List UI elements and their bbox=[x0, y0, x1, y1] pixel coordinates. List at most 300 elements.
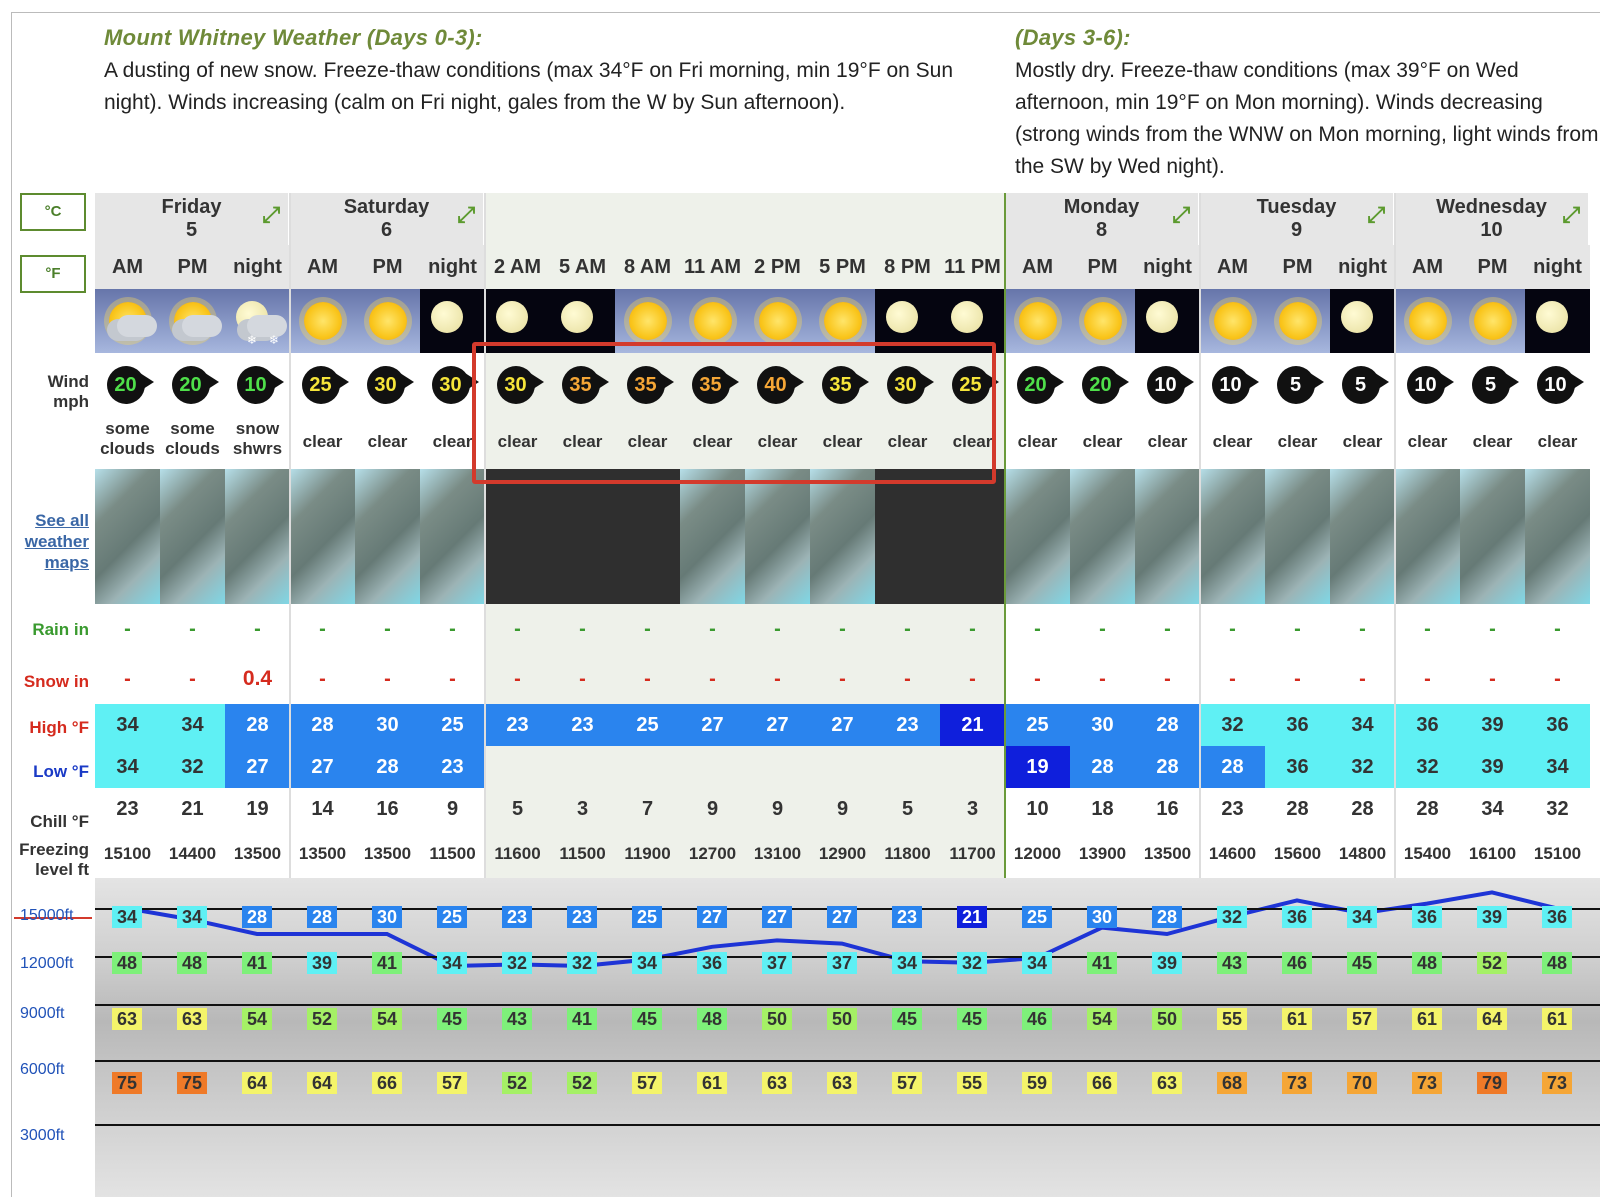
freezing-level: 15600 bbox=[1273, 844, 1322, 863]
snow-value: - bbox=[1554, 668, 1561, 690]
weather-map-image[interactable] bbox=[810, 469, 875, 604]
chill-temp: 10 bbox=[1026, 798, 1049, 820]
snow-value: - bbox=[1099, 668, 1106, 690]
altitude-gridline bbox=[95, 1124, 1600, 1126]
summary-title-right: (Days 3-6): bbox=[1015, 25, 1131, 50]
altitude-temp-badge: 75 bbox=[112, 1072, 142, 1094]
snow-value: - bbox=[644, 668, 651, 690]
altitude-temp-badge: 39 bbox=[307, 952, 337, 974]
snow-value: - bbox=[384, 668, 391, 690]
freezing-level: 13500 bbox=[363, 844, 412, 863]
chill-temp: 32 bbox=[1546, 798, 1569, 820]
high-temp: 28 bbox=[225, 704, 290, 746]
day-name: Wednesday bbox=[1436, 196, 1547, 218]
altitude-temp-badge: 39 bbox=[1152, 952, 1182, 974]
weather-summary: some clouds bbox=[165, 419, 220, 458]
moon-icon bbox=[886, 301, 918, 333]
low-temp: 39 bbox=[1460, 746, 1525, 788]
altitude-label: 6000ft bbox=[20, 1061, 65, 1078]
altitude-temp-badge: 50 bbox=[827, 1008, 857, 1030]
freezing-level: 13900 bbox=[1078, 844, 1127, 863]
wind-cell bbox=[1135, 353, 1200, 417]
time-label: night bbox=[1525, 245, 1590, 289]
altitude-temp-badge: 57 bbox=[892, 1072, 922, 1094]
high-temp: 27 bbox=[680, 704, 745, 746]
weather-map-image[interactable] bbox=[1330, 469, 1395, 604]
weather-map-cell bbox=[550, 469, 615, 604]
altitude-temp-badge: 64 bbox=[1477, 1008, 1507, 1030]
rain-value: - bbox=[1164, 618, 1171, 640]
altitude-temp-badge: 68 bbox=[1217, 1072, 1247, 1094]
high-temp: 39 bbox=[1460, 704, 1525, 746]
rain-value: - bbox=[709, 618, 716, 640]
moon-icon bbox=[1341, 301, 1373, 333]
altitude-temp-badge: 30 bbox=[1087, 906, 1117, 928]
weather-map-image[interactable] bbox=[1525, 469, 1590, 604]
weather-map-cell bbox=[1005, 469, 1070, 604]
altitude-temp-badge: 34 bbox=[1022, 952, 1052, 974]
see-all-weather-maps-link[interactable]: See all weather maps bbox=[24, 511, 89, 572]
altitude-temp-badge: 54 bbox=[242, 1008, 272, 1030]
chill-row-label: Chill °F bbox=[30, 812, 89, 831]
weather-summary: clear bbox=[1342, 432, 1383, 451]
altitude-temp-badge: 41 bbox=[372, 952, 402, 974]
altitude-temp-badge: 43 bbox=[1217, 952, 1247, 974]
time-label: AM bbox=[1005, 245, 1070, 289]
altitude-label: 12000ft bbox=[20, 955, 74, 972]
high-temp: 27 bbox=[810, 704, 875, 746]
altitude-temp-badge: 23 bbox=[567, 906, 597, 928]
rain-value: - bbox=[1424, 618, 1431, 640]
weather-map-cell bbox=[1200, 469, 1265, 604]
altitude-temp-badge: 70 bbox=[1347, 1072, 1377, 1094]
altitude-label: 15000ft bbox=[20, 907, 74, 924]
chill-temp: 28 bbox=[1286, 798, 1309, 820]
summary-days-0-3 bbox=[104, 25, 1004, 119]
time-label: 5 AM bbox=[550, 245, 615, 289]
weather-map-image[interactable] bbox=[1070, 469, 1135, 604]
wind-speed: 35 bbox=[627, 366, 665, 404]
chill-temp: 7 bbox=[641, 798, 654, 820]
day-date: 9 bbox=[1290, 219, 1303, 241]
low-temp bbox=[485, 746, 550, 788]
time-label: 2 AM bbox=[485, 245, 550, 289]
rain-value: - bbox=[1554, 618, 1561, 640]
weather-map-image[interactable] bbox=[1460, 469, 1525, 604]
altitude-temp-badge: 57 bbox=[632, 1072, 662, 1094]
altitude-temp-badge: 45 bbox=[632, 1008, 662, 1030]
altitude-temp-badge: 41 bbox=[567, 1008, 597, 1030]
rain-value: - bbox=[449, 618, 456, 640]
time-label: 11 PM bbox=[940, 245, 1005, 289]
altitude-temp-badge: 48 bbox=[112, 952, 142, 974]
expand-icon[interactable]: ⤢ bbox=[1367, 202, 1385, 227]
weather-icon-cell bbox=[1200, 289, 1265, 353]
celsius-button[interactable]: °C bbox=[20, 193, 86, 231]
low-temp: 32 bbox=[1330, 746, 1395, 788]
high-temp: 25 bbox=[1005, 704, 1070, 746]
frame-border-top bbox=[11, 12, 1600, 13]
time-label: night bbox=[420, 245, 485, 289]
freezing-level: 11500 bbox=[429, 844, 476, 863]
rain-value: - bbox=[189, 618, 196, 640]
sun-icon bbox=[759, 302, 797, 340]
sun-icon bbox=[1214, 302, 1252, 340]
freezing-level: 14800 bbox=[1338, 844, 1387, 863]
altitude-temp-badge: 63 bbox=[112, 1008, 142, 1030]
high-temp: 23 bbox=[485, 704, 550, 746]
altitude-temp-badge: 64 bbox=[242, 1072, 272, 1094]
altitude-temp-badge: 41 bbox=[1087, 952, 1117, 974]
wind-speed: 30 bbox=[497, 366, 535, 404]
weather-summary: clear bbox=[1537, 432, 1578, 451]
high-temp: 23 bbox=[550, 704, 615, 746]
high-row-label: High °F bbox=[29, 718, 89, 737]
altitude-temp-badge: 55 bbox=[1217, 1008, 1247, 1030]
low-temp: 32 bbox=[160, 746, 225, 788]
low-temp: 36 bbox=[1265, 746, 1330, 788]
weather-map-image[interactable] bbox=[485, 469, 550, 604]
freezing-level: 13500 bbox=[1143, 844, 1192, 863]
snow-value: - bbox=[709, 668, 716, 690]
day-date: 8 bbox=[1095, 219, 1108, 241]
chill-temp: 16 bbox=[1156, 798, 1179, 820]
wind-cell bbox=[1525, 353, 1590, 417]
weather-icon-cell bbox=[290, 289, 355, 353]
moon-icon bbox=[561, 301, 593, 333]
chill-temp: 14 bbox=[311, 798, 334, 820]
altitude-temp-badge: 73 bbox=[1542, 1072, 1572, 1094]
day-name: Friday bbox=[161, 196, 222, 218]
day-separator bbox=[1394, 193, 1396, 878]
low-temp: 28 bbox=[1200, 746, 1265, 788]
wind-speed: 35 bbox=[692, 366, 730, 404]
weather-map-image[interactable] bbox=[160, 469, 225, 604]
time-label: night bbox=[225, 245, 290, 289]
wind-cell bbox=[1330, 353, 1395, 417]
weather-icon-cell bbox=[1005, 289, 1070, 353]
wind-speed: 20 bbox=[172, 366, 210, 404]
moon-icon bbox=[431, 301, 463, 333]
weather-map-cell bbox=[615, 469, 680, 604]
low-temp bbox=[875, 746, 940, 788]
high-temp: 36 bbox=[1525, 704, 1590, 746]
time-label: PM bbox=[1265, 245, 1330, 289]
chill-temp: 3 bbox=[576, 798, 589, 820]
snow-value: - bbox=[1034, 668, 1041, 690]
sun-icon bbox=[824, 302, 862, 340]
chill-temp: 18 bbox=[1091, 798, 1114, 820]
wind-speed: 30 bbox=[887, 366, 925, 404]
weather-map-image[interactable] bbox=[420, 469, 485, 604]
altitude-temp-badge: 34 bbox=[437, 952, 467, 974]
weather-map-cell bbox=[1330, 469, 1395, 604]
chill-temp: 34 bbox=[1481, 798, 1504, 820]
altitude-temp-badge: 45 bbox=[1347, 952, 1377, 974]
weather-map-image[interactable] bbox=[615, 469, 680, 604]
altitude-temp-badge: 37 bbox=[827, 952, 857, 974]
sun-icon bbox=[1409, 302, 1447, 340]
wind-cell bbox=[1395, 353, 1460, 417]
summary-title-left: Mount Whitney Weather (Days 0-3): bbox=[104, 25, 483, 50]
wind-speed: 20 bbox=[107, 366, 145, 404]
weather-map-cell bbox=[95, 469, 160, 604]
freezing-level: 12900 bbox=[818, 844, 867, 863]
wind-cell bbox=[355, 353, 420, 417]
time-label: night bbox=[1135, 245, 1200, 289]
wind-row-label: Wind mph bbox=[47, 372, 89, 411]
cloud-icon bbox=[182, 315, 222, 337]
frame-border-left bbox=[11, 12, 12, 1197]
wind-speed: 10 bbox=[1147, 366, 1185, 404]
weather-summary: clear bbox=[1472, 432, 1513, 451]
snow-value: - bbox=[1294, 668, 1301, 690]
weather-summary: some clouds bbox=[100, 419, 155, 458]
freezing-level: 12700 bbox=[688, 844, 737, 863]
altitude-temp-badge: 48 bbox=[1412, 952, 1442, 974]
weather-map-image[interactable] bbox=[550, 469, 615, 604]
rain-value: - bbox=[319, 618, 326, 640]
high-temp: 32 bbox=[1200, 704, 1265, 746]
weather-map-image[interactable] bbox=[95, 469, 160, 604]
altitude-temp-badge: 48 bbox=[177, 952, 207, 974]
weather-map-cell bbox=[745, 469, 810, 604]
altitude-temp-badge: 63 bbox=[1152, 1072, 1182, 1094]
time-label: 2 PM bbox=[745, 245, 810, 289]
day-date: 5 bbox=[185, 219, 198, 241]
wind-speed: 5 bbox=[1342, 366, 1380, 404]
snow-value: - bbox=[124, 668, 131, 690]
altitude-temp-badge: 52 bbox=[567, 1072, 597, 1094]
low-temp bbox=[615, 746, 680, 788]
weather-summary: clear bbox=[1212, 432, 1253, 451]
day-date: 6 bbox=[380, 219, 393, 241]
fahrenheit-button[interactable]: °F bbox=[20, 255, 86, 293]
altitude-temp-badge: 37 bbox=[762, 952, 792, 974]
altitude-temp-badge: 73 bbox=[1412, 1072, 1442, 1094]
sun-icon bbox=[1474, 302, 1512, 340]
chill-temp: 28 bbox=[1351, 798, 1374, 820]
altitude-temp-badge: 52 bbox=[307, 1008, 337, 1030]
chill-temp: 9 bbox=[706, 798, 719, 820]
sun-icon bbox=[1279, 302, 1317, 340]
low-temp bbox=[810, 746, 875, 788]
altitude-label: 3000ft bbox=[20, 1127, 65, 1144]
altitude-temp-badge: 48 bbox=[1542, 952, 1572, 974]
rain-value: - bbox=[904, 618, 911, 640]
rain-row-label: Rain in bbox=[32, 620, 89, 639]
altitude-temp-badge: 41 bbox=[242, 952, 272, 974]
weather-summary: clear bbox=[1147, 432, 1188, 451]
altitude-temp-badge: 23 bbox=[502, 906, 532, 928]
weather-icon-cell bbox=[95, 289, 160, 353]
wind-cell bbox=[1200, 353, 1265, 417]
snow-value: - bbox=[1359, 668, 1366, 690]
weather-summary: clear bbox=[1082, 432, 1123, 451]
high-temp: 23 bbox=[875, 704, 940, 746]
wind-speed: 20 bbox=[1082, 366, 1120, 404]
freezing-level: 11700 bbox=[949, 844, 996, 863]
low-temp: 27 bbox=[225, 746, 290, 788]
altitude-temp-badge: 30 bbox=[372, 906, 402, 928]
weather-summary: clear bbox=[692, 432, 733, 451]
weather-icon-cell bbox=[160, 289, 225, 353]
sun-icon bbox=[629, 302, 667, 340]
low-temp: 32 bbox=[1395, 746, 1460, 788]
freezing-level: 11600 bbox=[494, 844, 541, 863]
weather-map-image[interactable] bbox=[745, 469, 810, 604]
altitude-temp-badge: 73 bbox=[1282, 1072, 1312, 1094]
high-temp: 30 bbox=[355, 704, 420, 746]
chill-temp: 28 bbox=[1416, 798, 1439, 820]
expand-icon[interactable]: ⤢ bbox=[262, 202, 280, 227]
weather-map-cell bbox=[1460, 469, 1525, 604]
weather-map-image[interactable] bbox=[1005, 469, 1070, 604]
snow-value: - bbox=[1424, 668, 1431, 690]
weather-map-image[interactable] bbox=[680, 469, 745, 604]
high-temp: 34 bbox=[1330, 704, 1395, 746]
highlight-box bbox=[472, 342, 996, 484]
rain-value: - bbox=[1229, 618, 1236, 640]
weather-map-cell bbox=[160, 469, 225, 604]
wind-speed: 10 bbox=[1212, 366, 1250, 404]
freezing-level: 14400 bbox=[168, 844, 217, 863]
time-label: 11 AM bbox=[680, 245, 745, 289]
altitude-temp-badge: 46 bbox=[1022, 1008, 1052, 1030]
snow-value: - bbox=[1164, 668, 1171, 690]
moon-icon bbox=[496, 301, 528, 333]
altitude-temp-badge: 28 bbox=[1152, 906, 1182, 928]
freezing-level: 13500 bbox=[233, 844, 282, 863]
low-temp: 34 bbox=[1525, 746, 1590, 788]
snow-value: - bbox=[514, 668, 521, 690]
expand-icon[interactable]: ⤢ bbox=[1562, 202, 1580, 227]
expand-icon[interactable]: ⤢ bbox=[457, 202, 475, 227]
altitude-temp-badge: 61 bbox=[1412, 1008, 1442, 1030]
high-temp: 36 bbox=[1395, 704, 1460, 746]
weather-map-image[interactable] bbox=[355, 469, 420, 604]
day-separator bbox=[289, 193, 291, 878]
rain-value: - bbox=[839, 618, 846, 640]
day-name: Monday bbox=[1063, 196, 1140, 218]
chill-temp: 9 bbox=[446, 798, 459, 820]
weather-icon-cell bbox=[1330, 289, 1395, 353]
day-separator bbox=[1199, 193, 1201, 878]
freezing-level: 13500 bbox=[298, 844, 347, 863]
altitude-temp-badge: 34 bbox=[632, 952, 662, 974]
chill-temp: 5 bbox=[901, 798, 914, 820]
altitude-temp-badge: 36 bbox=[697, 952, 727, 974]
low-temp: 28 bbox=[1070, 746, 1135, 788]
altitude-temp-badge: 25 bbox=[437, 906, 467, 928]
wind-speed: 5 bbox=[1472, 366, 1510, 404]
altitude-temp-badge: 63 bbox=[827, 1072, 857, 1094]
weather-icon-cell bbox=[225, 289, 290, 353]
weather-map-cell bbox=[1395, 469, 1460, 604]
altitude-temp-badge: 54 bbox=[1087, 1008, 1117, 1030]
weather-map-image[interactable] bbox=[225, 469, 290, 604]
altitude-temp-badge: 36 bbox=[1282, 906, 1312, 928]
sun-icon bbox=[369, 302, 407, 340]
weather-map-image[interactable] bbox=[940, 469, 1005, 604]
weather-map-cell bbox=[1070, 469, 1135, 604]
weather-summary: clear bbox=[497, 432, 538, 451]
weather-map-image[interactable] bbox=[1200, 469, 1265, 604]
wind-cell bbox=[1265, 353, 1330, 417]
altitude-gridline bbox=[95, 1060, 1600, 1062]
altitude-temp-badge: 34 bbox=[1347, 906, 1377, 928]
freezing-level: 15100 bbox=[1533, 844, 1582, 863]
wind-speed: 10 bbox=[1537, 366, 1575, 404]
altitude-temp-badge: 79 bbox=[1477, 1072, 1507, 1094]
wind-speed: 30 bbox=[432, 366, 470, 404]
time-label: PM bbox=[1070, 245, 1135, 289]
day-name: Tuesday bbox=[1256, 196, 1337, 218]
weather-map-image[interactable] bbox=[875, 469, 940, 604]
freezing-level: 15100 bbox=[103, 844, 152, 863]
altitude-temp-badge: 59 bbox=[1022, 1072, 1052, 1094]
altitude-temp-badge: 61 bbox=[1542, 1008, 1572, 1030]
weather-map-image[interactable] bbox=[1265, 469, 1330, 604]
altitude-temp-badge: 61 bbox=[1282, 1008, 1312, 1030]
weather-map-image[interactable] bbox=[290, 469, 355, 604]
weather-map-cell bbox=[355, 469, 420, 604]
chill-temp: 3 bbox=[966, 798, 979, 820]
altitude-temp-badge: 34 bbox=[177, 906, 207, 928]
low-row-label: Low °F bbox=[33, 762, 89, 781]
rain-value: - bbox=[1294, 618, 1301, 640]
altitude-temp-badge: 27 bbox=[697, 906, 727, 928]
weather-map-cell bbox=[940, 469, 1005, 604]
chill-temp: 19 bbox=[246, 798, 269, 820]
high-temp: 34 bbox=[95, 704, 160, 746]
rain-value: - bbox=[1099, 618, 1106, 640]
altitude-temp-badge: 46 bbox=[1282, 952, 1312, 974]
altitude-temp-badge: 32 bbox=[1217, 906, 1247, 928]
snow-value: 0.4 bbox=[242, 667, 273, 690]
rain-value: - bbox=[254, 618, 261, 640]
snow-value: - bbox=[1229, 668, 1236, 690]
weather-map-image[interactable] bbox=[1395, 469, 1460, 604]
altitude-temp-badge: 52 bbox=[502, 1072, 532, 1094]
altitude-temp-badge: 48 bbox=[697, 1008, 727, 1030]
sun-icon bbox=[1084, 302, 1122, 340]
expand-icon[interactable]: ⤢ bbox=[1172, 202, 1190, 227]
weather-map-cell bbox=[875, 469, 940, 604]
altitude-temp-badge: 28 bbox=[242, 906, 272, 928]
weather-map-cell bbox=[420, 469, 485, 604]
altitude-temp-badge: 66 bbox=[372, 1072, 402, 1094]
altitude-temp-badge: 63 bbox=[177, 1008, 207, 1030]
time-label: PM bbox=[355, 245, 420, 289]
weather-map-image[interactable] bbox=[1135, 469, 1200, 604]
weather-map-cell bbox=[1525, 469, 1590, 604]
altitude-temp-badge: 27 bbox=[762, 906, 792, 928]
time-label: PM bbox=[1460, 245, 1525, 289]
altitude-chart bbox=[95, 878, 1600, 1197]
day-date: 10 bbox=[1480, 219, 1503, 241]
altitude-temp-badge: 34 bbox=[892, 952, 922, 974]
wind-speed: 25 bbox=[952, 366, 990, 404]
altitude-temp-badge: 55 bbox=[957, 1072, 987, 1094]
weather-summary: clear bbox=[432, 432, 473, 451]
altitude-temp-badge: 34 bbox=[112, 906, 142, 928]
low-temp bbox=[940, 746, 1005, 788]
weather-icon-cell bbox=[1135, 289, 1200, 353]
altitude-temp-badge: 45 bbox=[957, 1008, 987, 1030]
altitude-temp-badge: 52 bbox=[1477, 952, 1507, 974]
low-temp: 27 bbox=[290, 746, 355, 788]
